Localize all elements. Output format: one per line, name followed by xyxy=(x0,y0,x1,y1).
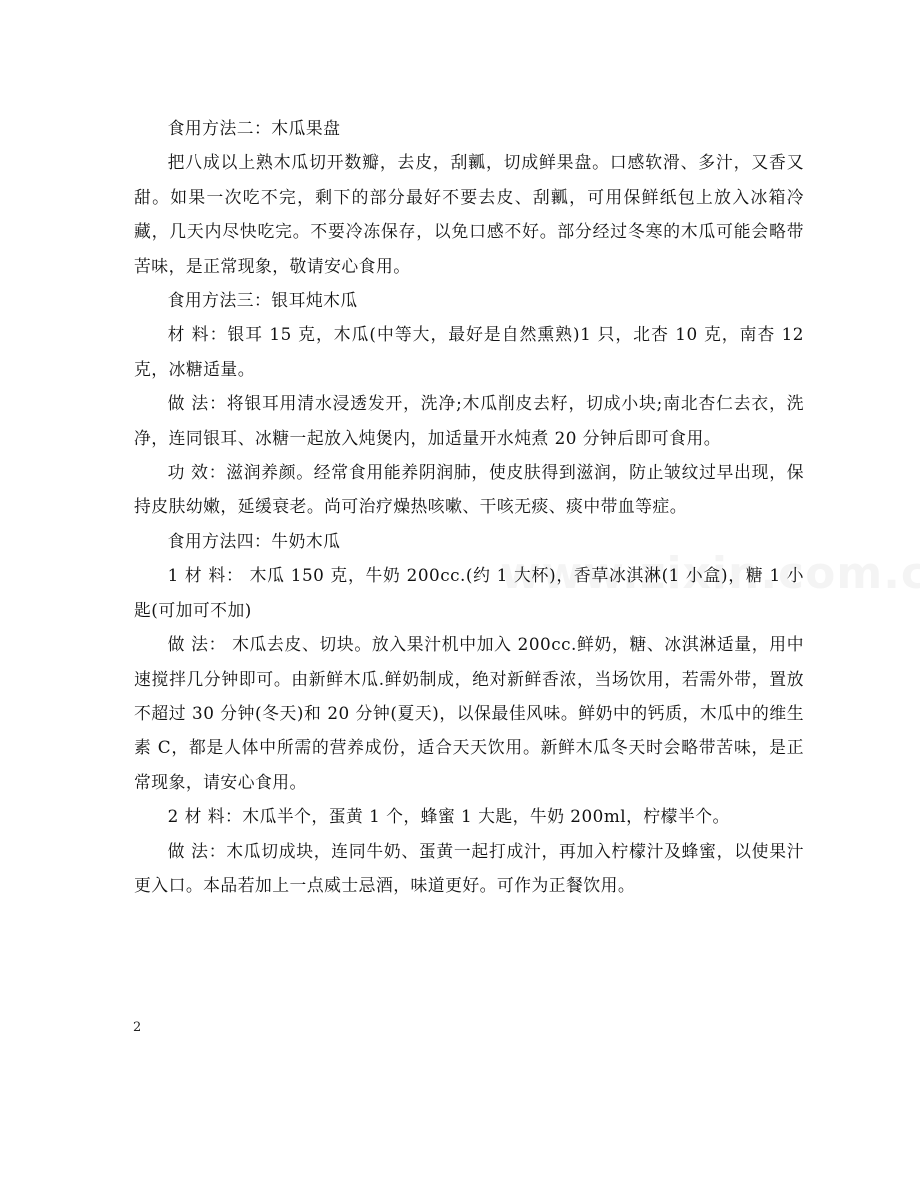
paragraph-method-three-ingredients: 材 料：银耳 15 克，木瓜(中等大，最好是自然熏熟)1 只，北杏 10 克，南杏 12 克，冰糖适量。 xyxy=(134,324,804,379)
paragraph-method-four-ingredients-2: 2 材 料：木瓜半个，蛋黄 1 个，蜂蜜 1 大匙，牛奶 200ml，柠檬半个。 xyxy=(167,806,730,827)
paragraph-method-four-steps-2: 做 法：木瓜切成块，连同牛奶、蛋黄一起打成汁，再加入柠檬汁及蜂蜜，以使果汁更入口。本品若加上一点威士忌酒，味道更好。可作为正餐饮用。 xyxy=(134,840,804,895)
page-number: 2 xyxy=(133,1020,142,1035)
paragraph-method-four-steps-1: 做 法： 木瓜去皮、切块。放入果汁机中加入 200cc.鲜奶，糖、冰淇淋适量，用中速搅拌几分钟即可。由新鲜木瓜.鲜奶制成，绝对新鲜香浓，当场饮用，若需外带，置放不超过 30 分钟(冬天)和 20 分钟(夏天)，以保最佳风味。鲜奶中的钙质，木瓜中的维生素 C，都是人体中所需的营养成份，适合天天饮用。新鲜木瓜冬天时会略带苦味，是正常现象，请安心食用。 xyxy=(134,634,804,792)
document-body xyxy=(134,111,804,902)
paragraph-method-three-steps: 做 法：将银耳用清水浸透发开，洗净;木瓜削皮去籽，切成小块;南北杏仁去衣，洗净，连同银耳、冰糖一起放入炖煲内，加适量开水炖煮 20 分钟后即可食用。 xyxy=(134,393,804,448)
paragraph-method-two-body: 把八成以上熟木瓜切开数瓣，去皮，刮瓤，切成鲜果盘。口感软滑、多汁，又香又甜。如果一次吃不完，剩下的部分最好不要去皮、刮瓤，可用保鲜纸包上放入冰箱冷藏，几天内尽快吃完。不要冷冻保存，以免口感不好。部分经过冬寒的木瓜可能会略带苦味，是正常现象，敬请安心食用。 xyxy=(134,152,804,276)
paragraph-method-three-effects: 功 效：滋润养颜。经常食用能养阴润肺，使皮肤得到滋润，防止皱纹过早出现，保持皮肤幼嫩，延缓衰老。尚可治疗燥热咳嗽、干咳无痰、痰中带血等症。 xyxy=(134,462,804,517)
heading-method-two: 食用方法二：木瓜果盘 xyxy=(167,118,341,138)
heading-method-three: 食用方法三：银耳炖木瓜 xyxy=(167,290,358,311)
paragraph-method-four-ingredients-1: 1 材 料： 木瓜 150 克，牛奶 200cc.(约 1 大杯)，香草冰淇淋(1 小盒)，糖 1 小匙(可加可不加) xyxy=(134,565,804,620)
heading-method-four: 食用方法四：牛奶木瓜 xyxy=(167,530,341,551)
